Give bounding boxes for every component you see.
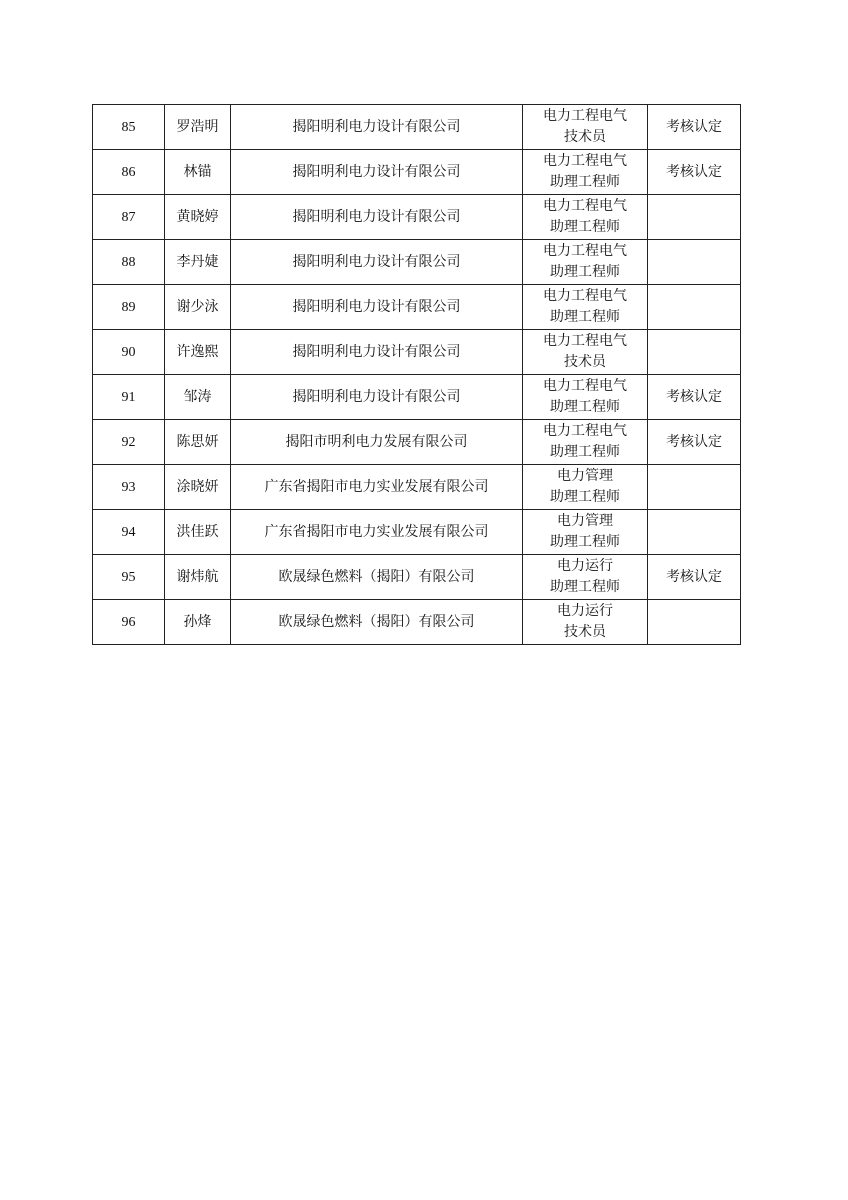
serial-number-cell: 87 (93, 195, 165, 240)
company-cell: 揭阳明利电力设计有限公司 (231, 375, 523, 420)
serial-number-cell: 94 (93, 510, 165, 555)
title-line2: 助理工程师 (550, 264, 620, 280)
name-cell: 林锚 (165, 150, 231, 195)
table-row (93, 375, 741, 420)
title-line1: 电力工程电气 (543, 378, 627, 394)
method-cell: 考核认定 (648, 150, 741, 195)
table-row (93, 555, 741, 600)
title-line1: 电力工程电气 (543, 333, 627, 349)
company-cell: 揭阳明利电力设计有限公司 (231, 105, 523, 150)
name-cell: 洪佳跃 (165, 510, 231, 555)
title-cell (523, 150, 648, 195)
title-line1: 电力工程电气 (543, 108, 627, 124)
title-cell (523, 240, 648, 285)
table-row (93, 105, 741, 150)
method-cell (648, 285, 741, 330)
company-cell: 欧晟绿色燃料（揭阳）有限公司 (231, 600, 523, 645)
name-cell: 孙烽 (165, 600, 231, 645)
serial-number-cell: 91 (93, 375, 165, 420)
title-line1: 电力运行 (557, 558, 613, 574)
serial-number-cell: 95 (93, 555, 165, 600)
serial-number-cell: 96 (93, 600, 165, 645)
table-row (93, 510, 741, 555)
method-cell (648, 510, 741, 555)
company-cell: 揭阳明利电力设计有限公司 (231, 285, 523, 330)
title-line2: 助理工程师 (550, 579, 620, 595)
method-cell: 考核认定 (648, 555, 741, 600)
method-cell (648, 465, 741, 510)
company-cell: 欧晟绿色燃料（揭阳）有限公司 (231, 555, 523, 600)
serial-number-cell: 88 (93, 240, 165, 285)
method-cell (648, 240, 741, 285)
name-cell: 许逸熙 (165, 330, 231, 375)
method-cell (648, 195, 741, 240)
table-row (93, 600, 741, 645)
method-cell (648, 330, 741, 375)
title-cell (523, 285, 648, 330)
serial-number-cell: 92 (93, 420, 165, 465)
table-row (93, 240, 741, 285)
title-cell (523, 105, 648, 150)
name-cell: 涂晓妍 (165, 465, 231, 510)
serial-number-cell: 89 (93, 285, 165, 330)
company-cell: 揭阳明利电力设计有限公司 (231, 330, 523, 375)
name-cell: 黄晓婷 (165, 195, 231, 240)
title-cell (523, 510, 648, 555)
title-line1: 电力管理 (557, 513, 613, 529)
title-line2: 助理工程师 (550, 399, 620, 415)
company-cell: 揭阳明利电力设计有限公司 (231, 195, 523, 240)
company-cell: 揭阳明利电力设计有限公司 (231, 240, 523, 285)
name-cell: 邹涛 (165, 375, 231, 420)
title-line1: 电力运行 (557, 603, 613, 619)
name-cell: 李丹婕 (165, 240, 231, 285)
method-cell: 考核认定 (648, 420, 741, 465)
title-cell (523, 465, 648, 510)
method-cell (648, 600, 741, 645)
title-line2: 技术员 (564, 129, 606, 145)
title-line2: 助理工程师 (550, 174, 620, 190)
serial-number-cell: 90 (93, 330, 165, 375)
name-cell: 谢炜航 (165, 555, 231, 600)
company-cell: 广东省揭阳市电力实业发展有限公司 (231, 465, 523, 510)
title-line2: 助理工程师 (550, 309, 620, 325)
title-cell (523, 375, 648, 420)
title-line1: 电力工程电气 (543, 153, 627, 169)
title-line2: 助理工程师 (550, 534, 620, 550)
title-line2: 技术员 (564, 624, 606, 640)
table-body (93, 105, 741, 645)
company-cell: 揭阳明利电力设计有限公司 (231, 150, 523, 195)
name-cell: 陈思妍 (165, 420, 231, 465)
name-cell: 谢少泳 (165, 285, 231, 330)
title-line1: 电力工程电气 (543, 243, 627, 259)
serial-number-cell: 93 (93, 465, 165, 510)
title-line2: 技术员 (564, 354, 606, 370)
name-cell: 罗浩明 (165, 105, 231, 150)
title-cell (523, 330, 648, 375)
method-cell: 考核认定 (648, 375, 741, 420)
table-row (93, 330, 741, 375)
title-line2: 助理工程师 (550, 489, 620, 505)
company-cell: 广东省揭阳市电力实业发展有限公司 (231, 510, 523, 555)
serial-number-cell: 86 (93, 150, 165, 195)
title-cell (523, 195, 648, 240)
title-cell (523, 420, 648, 465)
title-line1: 电力工程电气 (543, 198, 627, 214)
title-line1: 电力工程电气 (543, 288, 627, 304)
table-row (93, 420, 741, 465)
title-line2: 助理工程师 (550, 219, 620, 235)
method-cell: 考核认定 (648, 105, 741, 150)
table-row (93, 285, 741, 330)
table-row (93, 195, 741, 240)
title-cell (523, 600, 648, 645)
title-line2: 助理工程师 (550, 444, 620, 460)
serial-number-cell: 85 (93, 105, 165, 150)
table-row (93, 150, 741, 195)
personnel-table (92, 104, 741, 645)
table-row (93, 465, 741, 510)
title-line1: 电力工程电气 (543, 423, 627, 439)
title-line1: 电力管理 (557, 468, 613, 484)
title-cell (523, 555, 648, 600)
company-cell: 揭阳市明利电力发展有限公司 (231, 420, 523, 465)
